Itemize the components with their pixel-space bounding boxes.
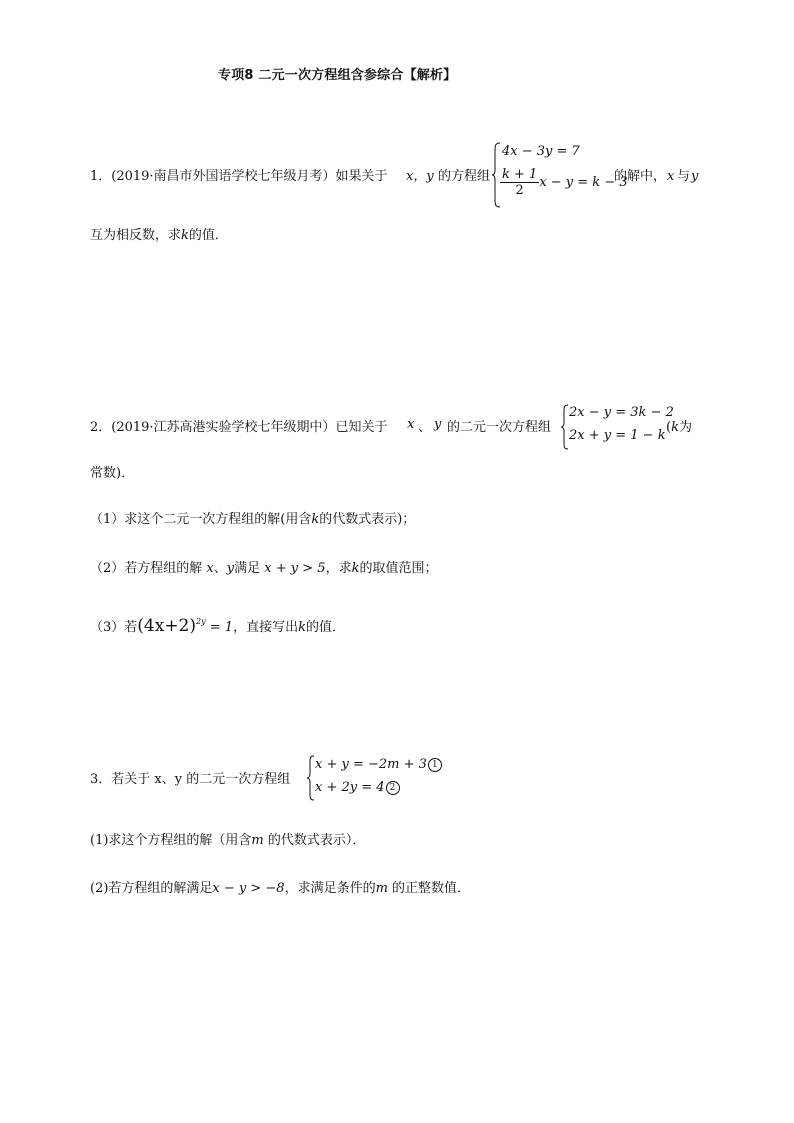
q1-line2-k: k: [181, 228, 189, 243]
q3-equation-2-text: x + 2y = 4: [315, 780, 385, 795]
q2-sub-3-b: ，直接写出: [233, 620, 299, 635]
q3-stem-prefix: 3．若关于 x、y 的二元一次方程组: [90, 772, 291, 787]
q1-var-x: x: [667, 169, 675, 184]
q2-sub-2-sep: 、: [213, 561, 227, 576]
q2-sub-2-inequality: x + y > 5: [264, 561, 326, 576]
q2-sub-3-a: （3）若: [90, 620, 138, 635]
q1-line2: [90, 227, 228, 245]
q3-equation-2: [315, 780, 400, 795]
q2-sub-2-k: k: [351, 561, 360, 576]
q2-sub-2-x: x: [206, 561, 214, 576]
q2-sep: 、: [418, 420, 432, 435]
q2-sub-2-b: 满足: [234, 561, 261, 576]
q2-sub-1-a: （1）求这个二元一次方程组的解(用含: [90, 512, 312, 527]
q1-fraction: [500, 167, 539, 198]
q1-equation-1: 4x − 3y = 7: [502, 144, 580, 159]
q2-sub-1-k: k: [311, 512, 320, 527]
q1-stem-suffix-b: 与: [677, 169, 691, 184]
q1-fraction-denominator: 2: [515, 183, 524, 198]
q2-brace: [560, 404, 569, 450]
q3-sub-2-c: 的正整数值．: [387, 881, 471, 896]
q3-sub-2-a: (2)若方程组的解满足: [90, 881, 213, 896]
circled-number-2: 2: [386, 781, 400, 795]
q2-equation-2: 2x + y = 1 − k: [569, 428, 666, 443]
q2-sub-2-c: ，求: [325, 561, 352, 576]
q2-sub-3-k: k: [298, 620, 306, 635]
q2-sub-1-b: 的代数式表示)；: [319, 512, 416, 527]
q3-equation-1-text: x + y = −2m + 3: [315, 757, 427, 772]
q3-equation-1: [315, 757, 442, 772]
q1-stem-prefix: 1．(2019·南昌市外国语学校七年级月考）如果关于: [90, 169, 388, 184]
q3-sub-2-inequality: x − y > −8: [212, 881, 285, 896]
q3-sub-2-b: ，求满足条件的: [284, 881, 376, 896]
q2-sub-3-c: 的值．: [305, 620, 345, 635]
q2-sub-2-y: y: [226, 561, 235, 576]
q2-sub-3: [90, 617, 345, 638]
q2-sub-3-exponent: 2y: [196, 617, 206, 626]
q2-equation-1: 2x − y = 3k − 2: [569, 405, 674, 420]
q1-stem-suffix-a: 的解中，: [614, 169, 667, 184]
q2-sub-2: [90, 560, 437, 578]
q3-brace: [306, 755, 315, 801]
q1-equation-2: [500, 167, 628, 198]
q2-var-y: y: [434, 417, 442, 432]
q1-line2-end: 的值．: [188, 228, 228, 243]
q2-stem-prefix: 2．(2019·江苏高港实验学校七年级期中）已知关于: [90, 420, 388, 435]
q2-suffix-open: (: [666, 420, 672, 435]
q2-var-x: x: [407, 417, 415, 432]
q2-sub-2-d: 的取值范围；: [359, 561, 438, 576]
circled-number-1: 1: [428, 758, 442, 772]
q1-var-y: y: [691, 169, 699, 184]
q2-sub-1: [90, 511, 415, 529]
q2-sub-2-a: （2）若方程组的解: [90, 561, 203, 576]
q2-line2: 常数)．: [90, 466, 135, 481]
q2-suffix-end: 为: [678, 420, 692, 435]
page-title: 专项8 二元一次方程组含参综合【解析】: [218, 68, 457, 83]
q3-sub-2-m: m: [375, 881, 388, 896]
q2-suffix: [666, 419, 692, 437]
q3-sub-2: [90, 880, 470, 898]
q2-sub-3-eq: = 1: [205, 620, 234, 635]
q1-fraction-numerator: k + 1: [502, 167, 538, 182]
q1-stem-vars: x，y: [406, 169, 434, 184]
q1-stem-mid: 的方程组: [438, 169, 491, 184]
q2-sub-3-base: (4x+2): [137, 616, 197, 636]
q3-sub-1-m: m: [251, 833, 264, 848]
q3-sub-1-a: (1)求这个方程组的解（用含: [90, 833, 252, 848]
q1-line2-text: 互为相反数，求: [90, 228, 182, 243]
q2-suffix-k: k: [671, 420, 679, 435]
q1-equation-2-rest: x − y = k − 3: [539, 175, 628, 190]
q2-stem-mid: 的二元一次方程组: [447, 420, 552, 435]
q3-sub-1: [90, 832, 365, 850]
q3-sub-1-b: 的代数式表示）．: [263, 833, 366, 848]
